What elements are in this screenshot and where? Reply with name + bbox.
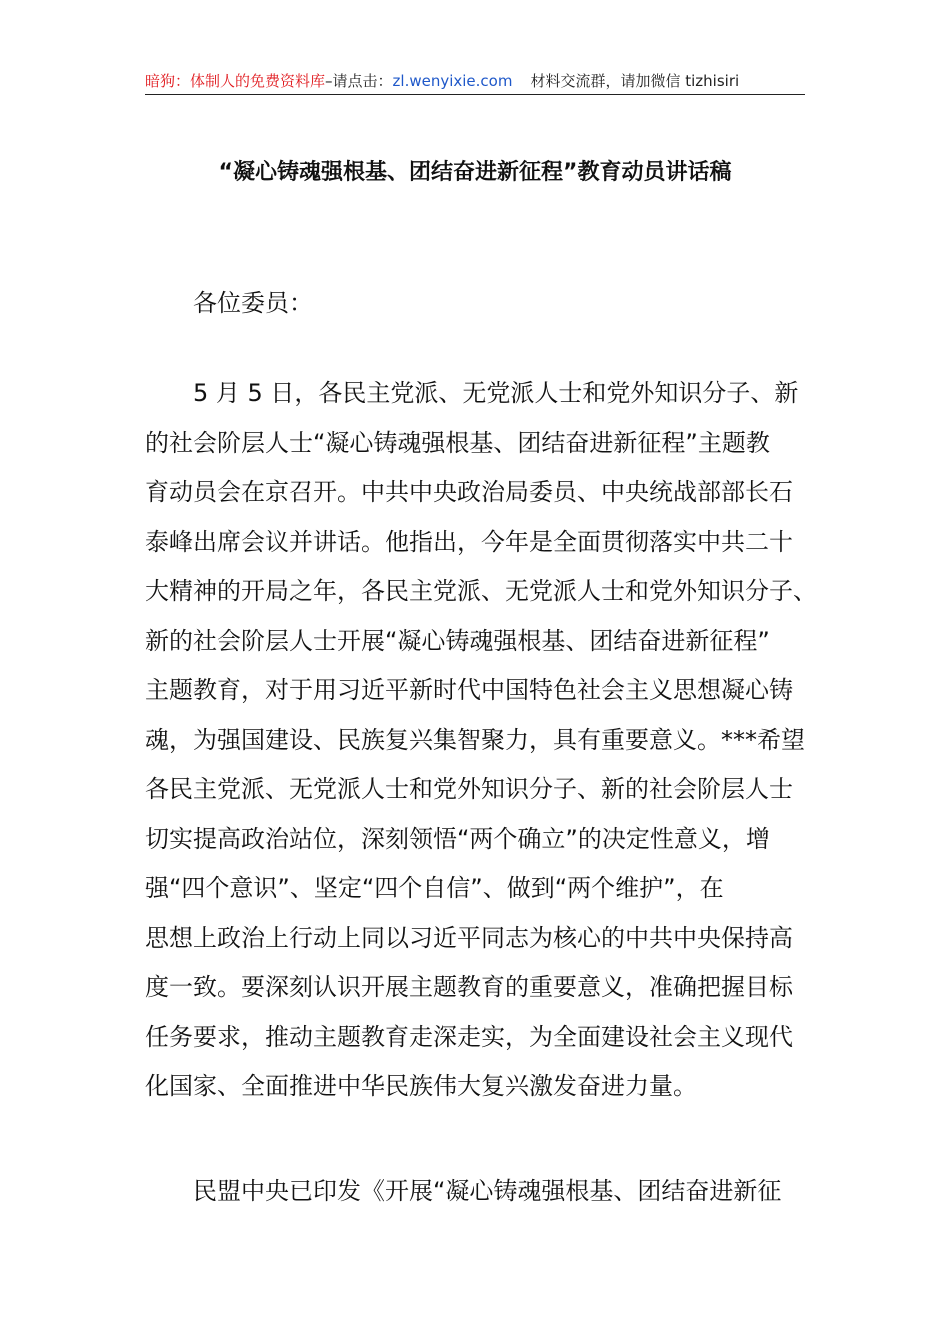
header-wechat-note: 材料交流群，请加微信 tizhisiri [530, 72, 740, 90]
page-header [145, 70, 805, 95]
paragraph-1-line: 任务要求，推动主题教育走深走实，为全面建设社会主义现代 [145, 1022, 793, 1051]
paragraph-2 [145, 1167, 805, 1217]
paragraph-1-line: 度一致。要深刻认识开展主题教育的重要意义，准确把握目标 [145, 973, 793, 1001]
salutation [145, 279, 805, 329]
header-click-prompt: –请点击： [325, 72, 393, 90]
paragraph-2-line: 民盟中央已印发《开展“凝心铸魂强根基、团结奋进新征 [193, 1177, 782, 1205]
paragraph-1-line: 主题教育，对于用习近平新时代中国特色社会主义思想凝心铸 [145, 676, 793, 704]
paragraph-1-line: 化国家、全面推进中华民族伟大复兴激发奋进力量。 [145, 1072, 697, 1100]
salutation-text: 各位委员： [193, 289, 313, 317]
paragraph-1-line: 各民主党派、无党派人士和党外知识分子、新的社会阶层人士 [145, 775, 793, 803]
paragraph-1-line: 魂，为强国建设、民族复兴集智聚力，具有重要意义。***希望 [145, 725, 805, 754]
paragraph-1-line: 强“四个意识”、坚定“四个自信”、做到“两个维护”，在 [145, 874, 724, 902]
paragraph-1-line: 切实提高政治站位，深刻领悟“两个确立”的决定性意义，增 [145, 824, 770, 853]
paragraph-1-line: 大精神的开局之年，各民主党派、无党派人士和党外知识分子、 [145, 577, 817, 605]
paragraph-1-line: 的社会阶层人士“凝心铸魂强根基、团结奋进新征程”主题教 [145, 428, 770, 457]
paragraph-1 [145, 369, 817, 1112]
header-site-label: 暗狗：体制人的免费资料库 [145, 72, 326, 90]
document-title: “凝心铸魂强根基、团结奋进新征程”教育动员讲话稿 [218, 160, 732, 185]
paragraph-1-line: 泰峰出席会议并讲话。他指出，今年是全面贯彻落实中共二十 [145, 527, 793, 556]
paragraph-1-line: 5 月 5 日，各民主党派、无党派人士和党外知识分子、新 [193, 379, 799, 407]
paragraph-1-line: 育动员会在京召开。中共中央政治局委员、中央统战部部长石 [145, 478, 793, 506]
header-url-link[interactable]: zl.wenyixie.com [392, 72, 513, 90]
paragraph-1-line: 新的社会阶层人士开展“凝心铸魂强根基、团结奋进新征程” [145, 626, 770, 655]
paragraph-1-line: 思想上政治上行动上同以习近平同志为核心的中共中央保持高 [145, 923, 793, 952]
